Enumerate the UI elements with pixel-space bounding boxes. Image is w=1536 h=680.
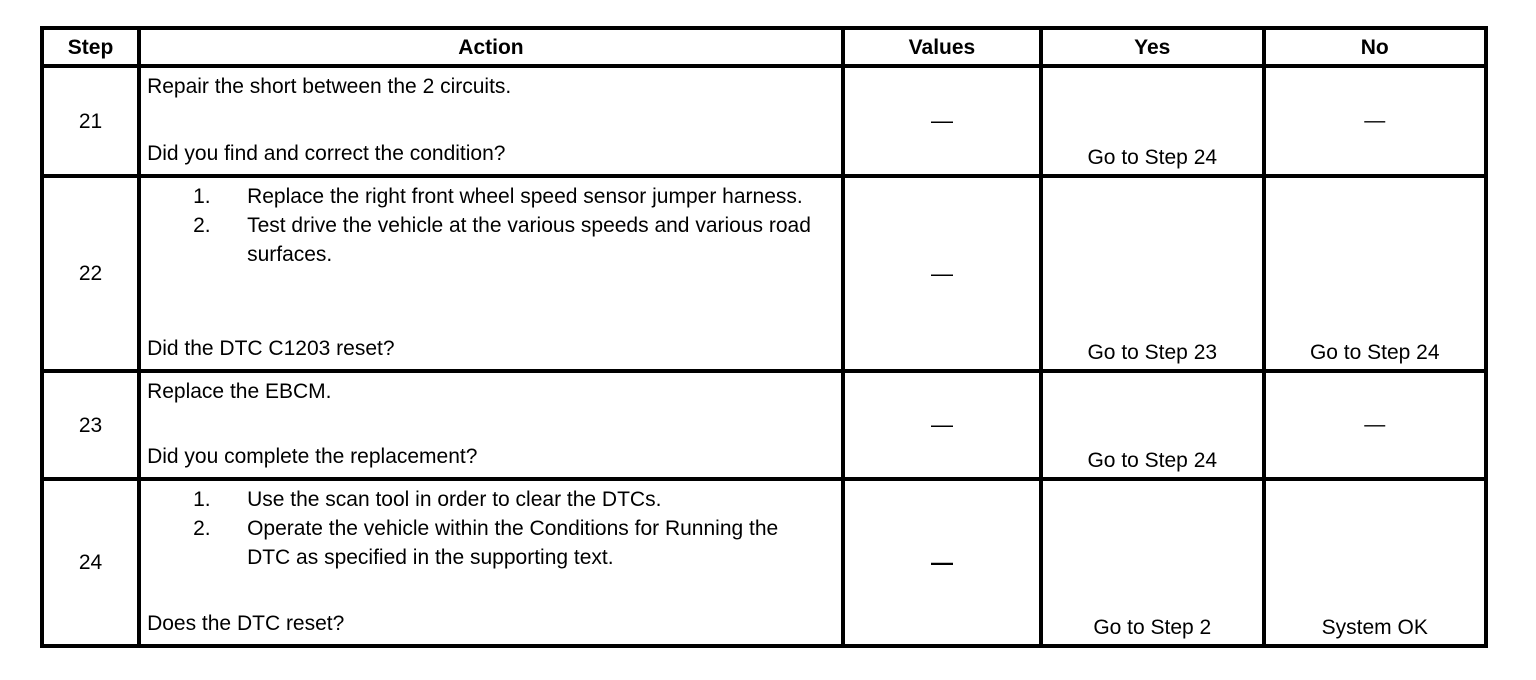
values-cell	[843, 479, 1041, 646]
header-values: Values	[843, 28, 1041, 66]
values-dash: —	[930, 549, 953, 575]
list-item	[147, 514, 835, 572]
values-dash: —	[930, 412, 953, 437]
header-no: No	[1264, 28, 1487, 66]
step-number: 21	[42, 66, 139, 176]
action-cell	[139, 479, 843, 646]
header-yes: Yes	[1041, 28, 1263, 66]
header-action: Action	[139, 28, 843, 66]
values-cell	[843, 66, 1041, 176]
values-dash: —	[930, 108, 953, 133]
list-item-number: 1.	[193, 488, 211, 511]
yes-cell: Go to Step 2	[1041, 479, 1263, 646]
action-cell	[139, 66, 843, 176]
list-item-number: 1.	[193, 185, 211, 208]
yes-cell: Go to Step 24	[1041, 371, 1263, 479]
list-item-text: Test drive the vehicle at the various speeds and various road surfaces.	[247, 214, 811, 266]
action-question: Did you find and correct the condition?	[147, 142, 506, 165]
action-question: Did the DTC C1203 reset?	[147, 337, 395, 360]
action-steps-list	[147, 182, 835, 269]
no-cell: —	[1264, 371, 1487, 479]
table-row	[42, 371, 1486, 479]
yes-cell: Go to Step 24	[1041, 66, 1263, 176]
action-steps-list	[147, 485, 835, 572]
list-item	[147, 211, 835, 269]
table-row	[42, 66, 1486, 176]
step-number: 24	[42, 479, 139, 646]
action-instruction: Repair the short between the 2 circuits.	[147, 75, 512, 98]
list-item-number: 2.	[193, 214, 211, 237]
no-cell: Go to Step 24	[1264, 176, 1487, 371]
action-question: Does the DTC reset?	[147, 612, 345, 635]
header-row	[42, 28, 1486, 66]
yes-cell: Go to Step 23	[1041, 176, 1263, 371]
values-cell	[843, 176, 1041, 371]
no-cell: System OK	[1264, 479, 1487, 646]
list-item	[147, 485, 835, 514]
diagnostic-table	[40, 26, 1488, 648]
no-cell: —	[1264, 66, 1487, 176]
action-cell	[139, 371, 843, 479]
list-item	[147, 182, 835, 211]
action-instruction: Replace the EBCM.	[147, 380, 332, 403]
step-number: 22	[42, 176, 139, 371]
table-row	[42, 479, 1486, 646]
action-cell	[139, 176, 843, 371]
values-dash: —	[930, 260, 953, 286]
list-item-text: Use the scan tool in order to clear the DTCs.	[247, 488, 662, 511]
list-item-text: Operate the vehicle within the Conditions for Running the DTC as specified in the supporting text.	[247, 517, 779, 569]
header-step: Step	[42, 28, 139, 66]
values-cell	[843, 371, 1041, 479]
step-number: 23	[42, 371, 139, 479]
list-item-text: Replace the right front wheel speed sensor jumper harness.	[247, 185, 803, 208]
list-item-number: 2.	[193, 517, 211, 540]
action-question: Did you complete the replacement?	[147, 445, 478, 468]
table-row	[42, 176, 1486, 371]
